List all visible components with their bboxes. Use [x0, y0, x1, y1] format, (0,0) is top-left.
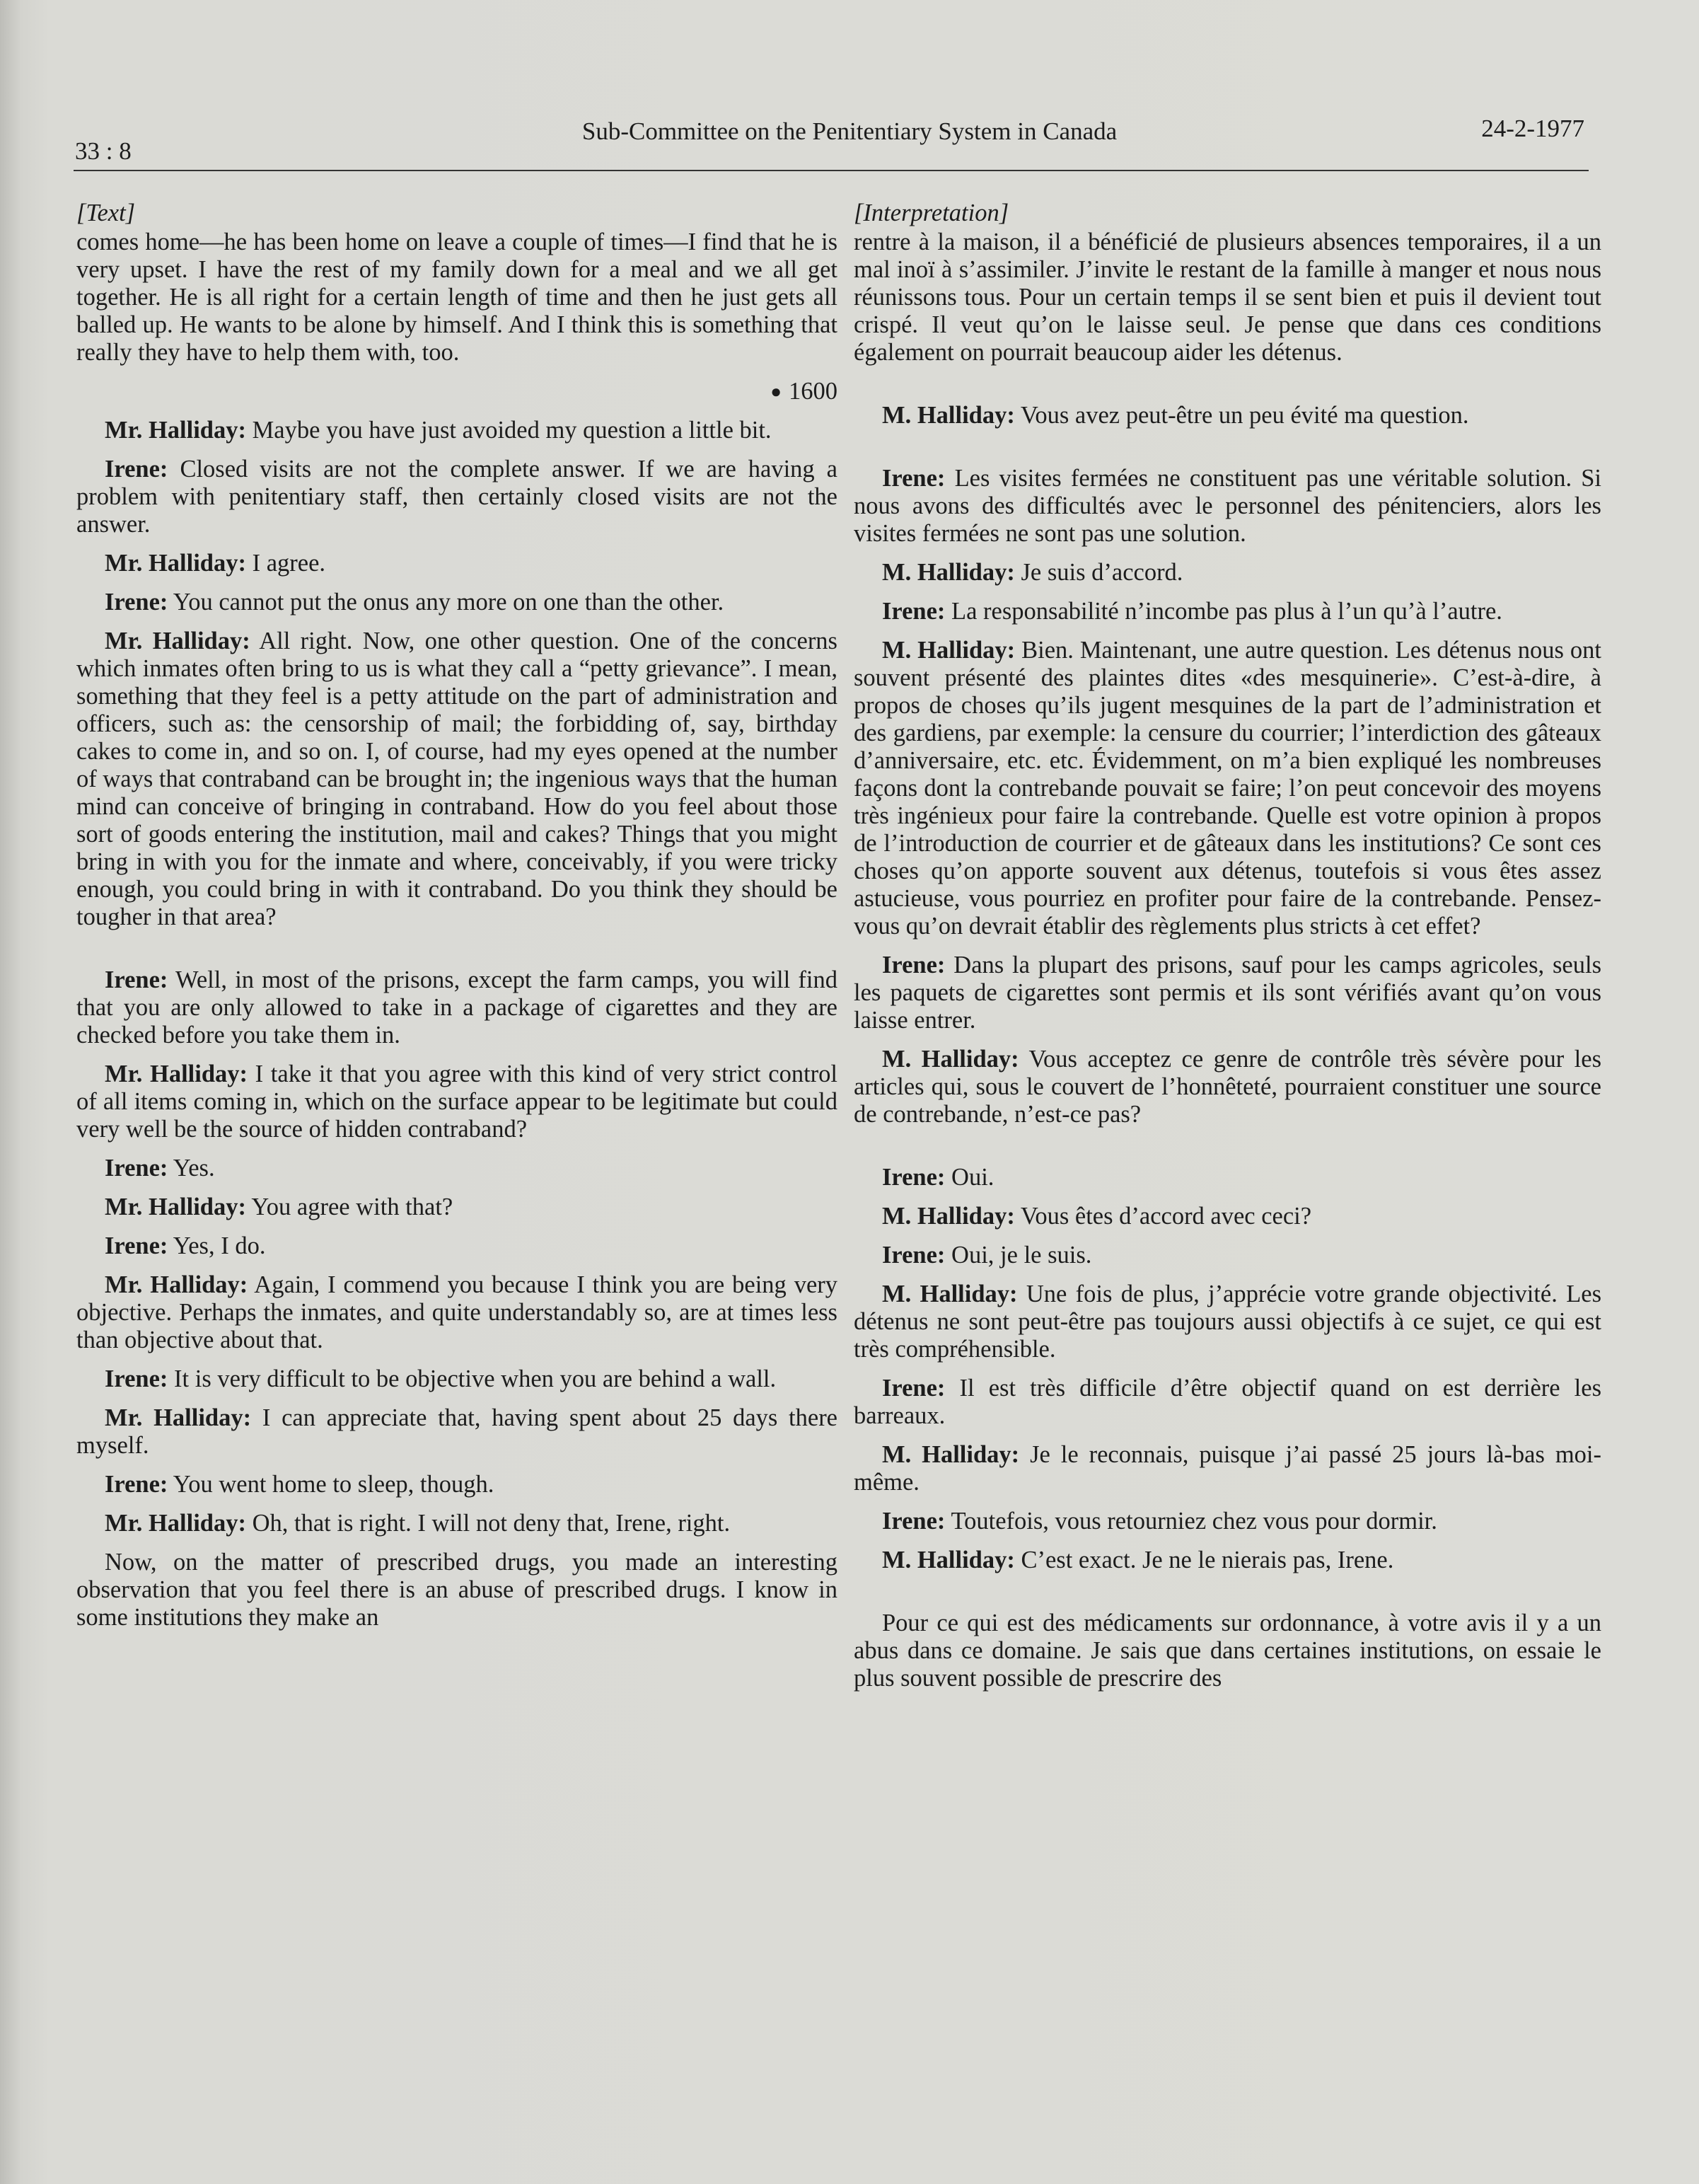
exchange-paragraph	[854, 1164, 1601, 1191]
speech-text: It is very difficult to be objective when you are behind a wall.	[174, 1365, 777, 1392]
speaker-name: Mr. Halliday:	[105, 1510, 246, 1537]
speech-text: I take it that you agree with this kind of very strict control of all items coming in, which on the surface appear to be legitimate but could very well be the source of hidden contraband?	[76, 1061, 837, 1143]
exchange-paragraph	[76, 1404, 837, 1460]
speaker-name: Irene:	[105, 589, 168, 616]
speech-text: Yes, I do.	[173, 1232, 266, 1259]
spacer	[76, 942, 837, 966]
speech-text: Il est très difficile d’être objectif quand on est derrière les barreaux.	[854, 1375, 1602, 1429]
continuation-paragraph: comes home—he has been home on leave a couple of times—I find that he is very upset. I have the rest of my family down for a meal and we all get together. He is all right for a certain length of time and then he just gets all balled up. He wants to be alone by himself. And I think this is something that really they have to help them with, too.	[76, 229, 837, 366]
exchange-paragraph	[854, 1203, 1601, 1230]
exchange-paragraph	[854, 1046, 1601, 1128]
speaker-name: Irene:	[105, 1365, 168, 1392]
speech-text: La responsabilité n’incombe pas plus à l’un qu’à l’autre.	[951, 598, 1502, 625]
speech-text: You cannot put the onus any more on one than the other.	[173, 589, 724, 616]
speech-text: Oui.	[951, 1164, 995, 1191]
header-rule	[74, 170, 1589, 171]
speaker-name: Irene:	[882, 1164, 946, 1191]
spacer	[854, 378, 1601, 402]
exchange-paragraph	[76, 456, 837, 538]
exchange-paragraph	[76, 1510, 837, 1537]
speech-text: All right. Now, one other question. One of the concerns which inmates often bring to us is what they call a “petty grievance”. I mean, something that they feel is a petty attitude on the part of administration and officers, such as: the censorship of mail; the forbidding of, say, birthday cakes to come in, and so on. I, of course, had my eyes opened at the number of ways that contraband can be brought in; the ingenious ways that the human mind can conceive of bringing in contraband. How do you feel about those sort of goods entering the institution, mail and cakes? Things that you might bring in with you for the inmate and where, conceivably, if you were tricky enough, you could bring in with it contraband. Do you think they should be tougher in that area?	[76, 628, 837, 930]
speaker-name: M. Halliday:	[882, 1281, 1018, 1307]
speech-text: I agree.	[252, 550, 326, 577]
exchange-paragraph	[76, 1155, 837, 1182]
speaker-name: M. Halliday:	[882, 1547, 1015, 1573]
speech-text: Je suis d’accord.	[1021, 559, 1183, 586]
speech-text: You agree with that?	[251, 1194, 453, 1220]
text-label: [Text]	[76, 200, 136, 226]
closing-paragraph: Pour ce qui est des médicaments sur ordonnance, à votre avis il y a un abus dans ce domaine. Je sais que dans certaines institutions, on essaie le plus souvent possible de prescrire des	[854, 1610, 1601, 1692]
exchange-paragraph	[854, 1281, 1601, 1363]
page-date: 24-2-1977	[1481, 115, 1584, 142]
exchange-paragraph	[76, 966, 837, 1049]
speaker-name: M. Halliday:	[882, 1441, 1020, 1468]
exchange-paragraph	[854, 952, 1601, 1034]
running-title: Sub-Committee on the Penitentiary System in Canada	[581, 117, 1118, 145]
page-number: 33 : 8	[75, 137, 132, 165]
exchange-paragraph	[854, 402, 1601, 429]
speaker-name: Irene:	[105, 1232, 168, 1259]
speaker-name: Irene:	[882, 1508, 946, 1535]
exchange-paragraph	[76, 417, 837, 444]
speech-text: I can appreciate that, having spent about 25 days there myself.	[76, 1404, 837, 1459]
speaker-name: Mr. Halliday:	[105, 1271, 248, 1298]
english-column	[76, 200, 837, 1643]
exchange-paragraph	[854, 1242, 1601, 1269]
speech-text: Une fois de plus, j’apprécie votre grande objectivité. Les détenus ne sont peut-être pas toujours aussi objectifs à ce sujet, ce qui est très compréhensible.	[854, 1281, 1602, 1363]
speech-text: Toutefois, vous retourniez chez vous pour dormir.	[951, 1508, 1437, 1535]
speech-text: C’est exact. Je ne le nierais pas, Irene.	[1021, 1547, 1394, 1573]
speaker-name: M. Halliday:	[882, 637, 1016, 664]
speaker-name: Mr. Halliday:	[105, 1404, 252, 1431]
speaker-name: Mr. Halliday:	[105, 1061, 248, 1087]
spacer	[854, 1140, 1601, 1164]
time-marker	[76, 378, 837, 405]
speaker-name: Irene:	[882, 952, 946, 978]
spacer	[854, 1585, 1601, 1610]
exchange-paragraph	[854, 465, 1601, 548]
exchange-paragraph	[76, 1271, 837, 1354]
speech-text: Oh, that is right. I will not deny that, Irene, right.	[252, 1510, 731, 1537]
speech-text: Closed visits are not the complete answer. If we are having a problem with penitentiary staff, then certainly closed visits are not the answer.	[76, 456, 837, 538]
speech-text: Dans la plupart des prisons, sauf pour les camps agricoles, seuls les paquets de cigarettes sont permis et ils sont vérifiés avant qu’on vous laisse entrer.	[854, 952, 1601, 1034]
speaker-name: Mr. Halliday:	[105, 1194, 246, 1220]
spacer	[854, 441, 1601, 465]
speech-text: You went home to sleep, though.	[173, 1471, 494, 1498]
speech-text: Je le reconnais, puisque j’ai passé 25 jours là-bas moi-même.	[854, 1441, 1601, 1496]
speaker-name: Irene:	[882, 598, 946, 625]
speaker-name: Mr. Halliday:	[105, 628, 250, 654]
time-label: 1600	[789, 378, 837, 405]
speaker-name: Irene:	[105, 456, 168, 483]
exchange-paragraph	[76, 589, 837, 616]
speaker-name: M. Halliday:	[882, 1046, 1019, 1073]
speech-text: Again, I commend you because I think you are being very objective. Perhaps the inmates, and quite understandably so, are at times less than objective about that.	[76, 1271, 837, 1353]
speech-text: Les visites fermées ne constituent pas une véritable solution. Si nous avons des difficultés avec le personnel des pénitenciers, alors les visites fermées ne sont pas une solution.	[854, 465, 1601, 547]
speaker-name: Mr. Halliday:	[105, 550, 246, 577]
exchange-paragraph	[854, 559, 1601, 587]
speaker-name: Irene:	[882, 465, 946, 492]
speech-text: Maybe you have just avoided my question a little bit.	[252, 417, 772, 444]
speech-text: Yes.	[173, 1155, 215, 1181]
exchange-paragraph	[76, 628, 837, 931]
exchange-paragraph	[854, 598, 1601, 625]
speaker-name: M. Halliday:	[882, 559, 1015, 586]
french-column	[854, 200, 1601, 1704]
exchange-paragraph	[854, 1508, 1601, 1535]
exchange-paragraph	[76, 1232, 837, 1260]
closing-paragraph: Now, on the matter of prescribed drugs, you made an interesting observation that you feel there is an abuse of prescribed drugs. I know in some institutions they make an	[76, 1549, 837, 1631]
speech-text: Vous avez peut-être un peu évité ma question.	[1020, 402, 1469, 429]
exchange-paragraph	[854, 1547, 1601, 1574]
speech-text: Vous acceptez ce genre de contrôle très sévère pour les articles qui, sous le couvert de l’honnêteté, pourraient constituer une source de contrebande, n’est-ce pas?	[854, 1046, 1602, 1128]
speaker-name: Irene:	[105, 966, 168, 993]
exchange-paragraph	[854, 637, 1601, 940]
exchange-paragraph	[854, 1441, 1601, 1496]
exchange-paragraph	[854, 1375, 1601, 1430]
speaker-name: Irene:	[105, 1155, 168, 1181]
speech-text: Well, in most of the prisons, except the farm camps, you will find that you are only allowed to take in a package of cigarettes and they are checked before you take them in.	[76, 966, 837, 1048]
exchange-paragraph	[76, 1365, 837, 1393]
exchange-paragraph	[76, 1061, 837, 1143]
exchange-paragraph	[76, 550, 837, 577]
speaker-name: Irene:	[882, 1242, 946, 1269]
bullet-icon: ●	[770, 381, 782, 402]
interpretation-label: [Interpretation]	[854, 200, 1009, 226]
speaker-name: M. Halliday:	[882, 402, 1015, 429]
speaker-name: Irene:	[105, 1471, 168, 1498]
exchange-paragraph	[76, 1471, 837, 1498]
speech-text: Vous êtes d’accord avec ceci?	[1020, 1203, 1312, 1230]
exchange-paragraph	[76, 1194, 837, 1221]
speaker-name: Mr. Halliday:	[105, 417, 246, 444]
continuation-paragraph: rentre à la maison, il a bénéficié de plusieurs absences temporaires, il a un mal inoï à s’assimiler. J’invite le restant de la famille à manger et nous nous réunissons tous. Pour un certain temps il se sent bien et puis il devient tout crispé. Il veut qu’on le laisse seul. Je pense que dans ces conditions également on pourrait beaucoup aider les détenus.	[854, 229, 1601, 366]
speech-text: Oui, je le suis.	[951, 1242, 1092, 1269]
speaker-name: Irene:	[882, 1375, 946, 1402]
speaker-name: M. Halliday:	[882, 1203, 1015, 1230]
speech-text: Bien. Maintenant, une autre question. Les détenus nous ont souvent présenté des plaintes dites «des mesquinerie». C’est-à-dire, à propos de choses qu’ils jugent mesquines de la part de l’administration et des gardiens, par exemple: la censure du courrier; l’interdiction des gâteaux d’anniversaire, etc. etc. Évidemment, on m’a bien expliqué les nombreuses façons dont la contrebande pouvait se faire; l’on peut concevoir des moyens très ingénieux pour faire la contrebande. Quelle est votre opinion à propos de l’introduction de courrier et de gâteaux dans les institutions? Ce sont ces choses qu’on apporte souvent aux détenus, toutefois si vous êtes assez astucieuse, vous pourriez en profiter pour faire de la contrebande. Pensez-vous qu’on devrait établir des règlements plus stricts à cet effet?	[854, 637, 1601, 940]
